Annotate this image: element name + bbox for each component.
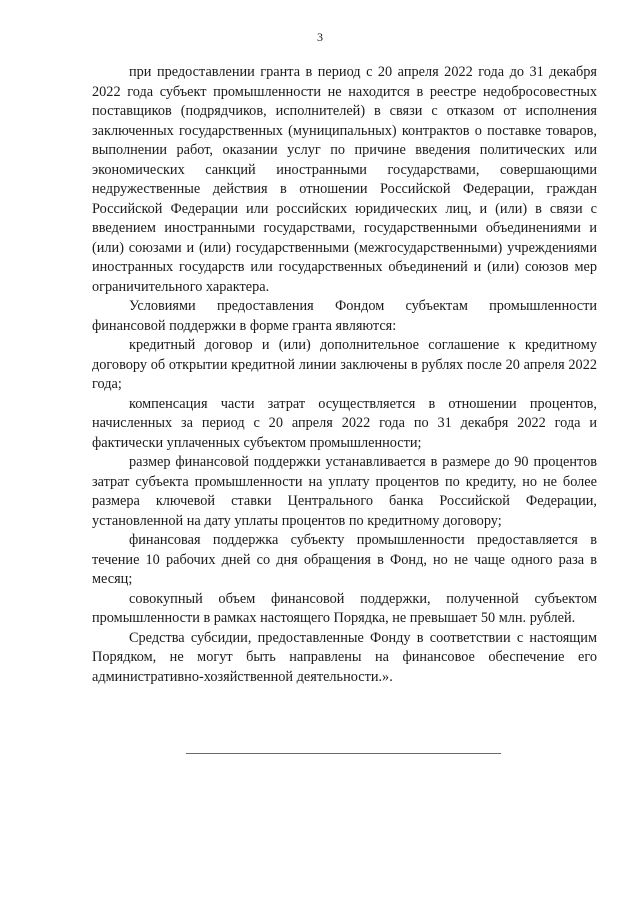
document-body xyxy=(92,63,597,687)
paragraph-subsidy-restriction: Средства субсидии, предоставленные Фонду в соответствии с настоящим Порядком, не могут быть направлены на финансовое обеспечение его административно-хозяйственной деятельности.». xyxy=(92,629,597,685)
closing-divider xyxy=(186,753,501,754)
paragraph-support-timing: финансовая поддержка субъекту промышленности предоставляется в течение 10 рабочих дней со дня обращения в Фонд, но не чаще одного раза в месяц; xyxy=(92,532,597,587)
paragraph-support-cap: совокупный объем финансовой поддержки, полученной субъектом промышленности в рамках настоящего Порядка, не превышает 50 млн. рублей. xyxy=(92,590,597,626)
paragraph-grant-conditions-intro: Условиями предоставления Фондом субъектам промышленности финансовой поддержки в форме гранта являются: xyxy=(92,298,597,334)
paragraph-support-amount: размер финансовой поддержки устанавливается в размере до 90 процентов затрат субъекта промышленности на уплату процентов по кредиту, но не более размера ключевой ставки Центрального банка Российской Федерации, установленной на дату уплаты процентов по кредитному договору; xyxy=(92,454,597,529)
page-number: 3 xyxy=(317,30,323,44)
paragraph-cost-compensation: компенсация части затрат осуществляется в отношении процентов, начисленных за период с 20 апреля 2022 года по 31 декабря 2022 года и фактически уплаченных субъектом промышленности; xyxy=(92,395,597,451)
paragraph-grant-condition: при предоставлении гранта в период с 20 апреля 2022 года до 31 декабря 2022 года субъект промышленности не находится в реестре недобросовестных поставщиков (подрядчиков, исполнителей) в связи с отказом от исполнения заключенных государственных (муниципальных) контрактов о поставке товаров, выполнении работ, оказании услуг по причине введения политических или экономических санкций иностранными государствами, совершающими недружественные действия в отношении Российской Федерации, граждан Российской Федерации или российских юридических лиц, и (или) в связи с введением иностранными государствами, государственными объединениями и (или) союзами и (или) государственными (межгосударственными) учреждениями иностранных государств или государственных объединений и (или) союзов мер ограничительного характера. xyxy=(92,64,597,295)
paragraph-credit-agreement: кредитный договор и (или) дополнительное соглашение к кредитному договору об открытии кредитной линии заключены в рублях после 20 апреля 2022 года; xyxy=(92,337,597,392)
